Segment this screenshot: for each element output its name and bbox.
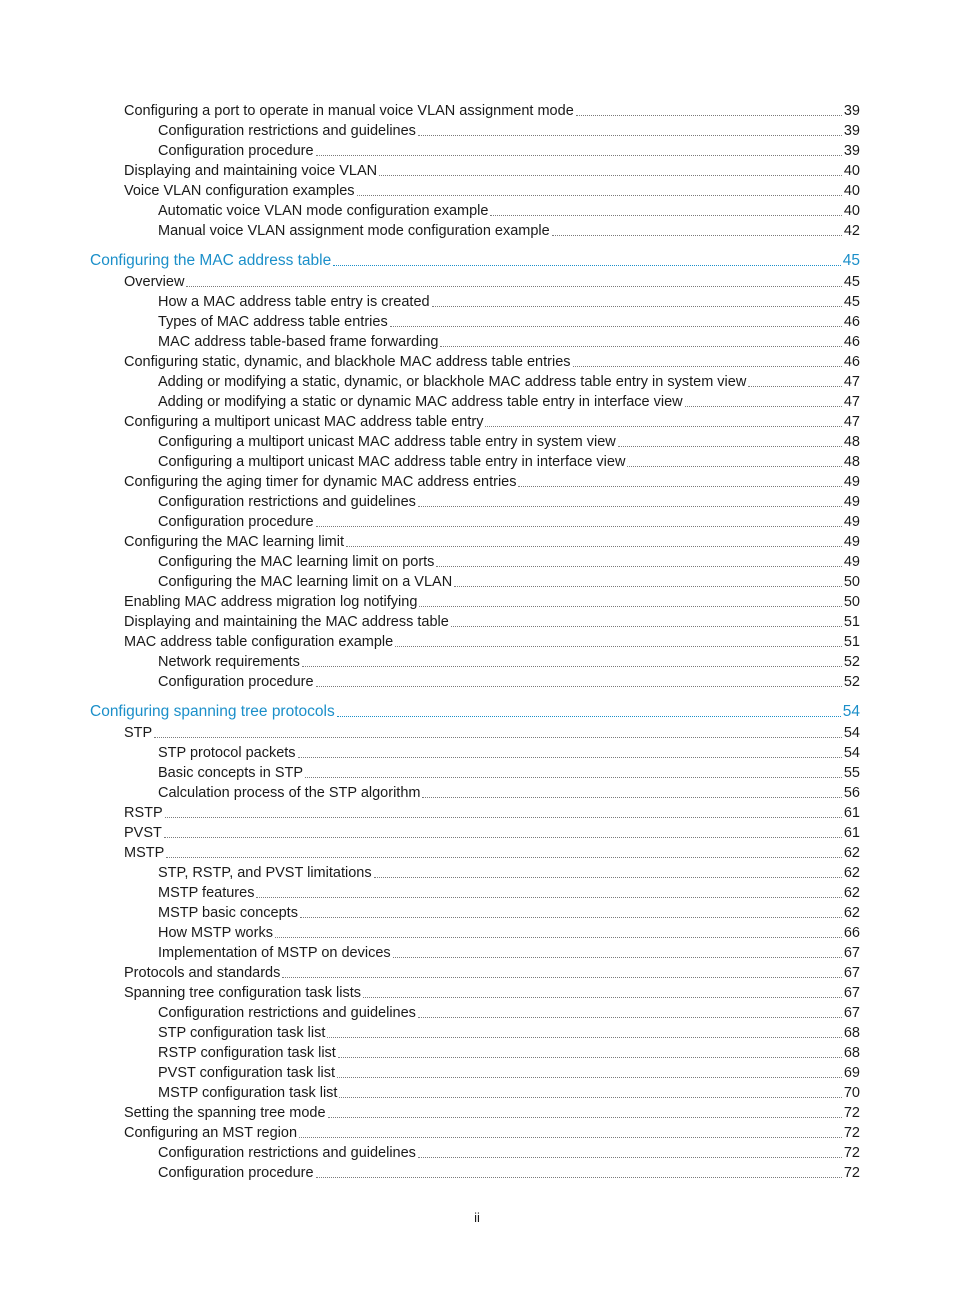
toc-entry-row — [124, 532, 860, 552]
toc-entry-row — [158, 201, 860, 221]
toc-entry-title: Voice VLAN configuration examples — [124, 183, 355, 199]
toc-entry[interactable] — [0, 883, 954, 903]
toc-entry-title: Configuring the aging timer for dynamic MAC address entries — [124, 474, 517, 490]
toc-entry-title: Displaying and maintaining voice VLAN — [124, 163, 378, 179]
dot-leader — [186, 285, 841, 287]
toc-entry-row — [158, 923, 860, 943]
toc-entry-page: 49 — [843, 514, 860, 530]
toc-entry-title: Configuration restrictions and guidelines — [158, 123, 416, 139]
toc-entry-title: RSTP — [124, 805, 163, 821]
toc-entry-title: STP — [124, 725, 153, 741]
toc-entry-page: 49 — [843, 474, 860, 490]
dot-leader — [300, 916, 842, 918]
toc-chapter-entry[interactable] — [0, 251, 954, 271]
toc-entry-row — [124, 272, 860, 292]
toc-entry-page: 40 — [843, 163, 860, 179]
toc-entry-row — [158, 1043, 860, 1063]
toc-chapter-entry[interactable] — [0, 702, 954, 722]
dot-leader — [518, 485, 841, 487]
dot-leader — [298, 756, 842, 758]
toc-entry-row — [124, 723, 860, 743]
toc-entry-row — [124, 352, 860, 372]
toc-entry[interactable] — [0, 1023, 954, 1043]
toc-entry-page: 50 — [843, 594, 860, 610]
dot-leader — [166, 856, 842, 858]
toc-entry-title: Configuration restrictions and guidelines — [158, 1005, 416, 1021]
dot-leader — [393, 956, 842, 958]
dot-leader — [164, 836, 842, 838]
toc-entry-page: 55 — [843, 765, 860, 781]
toc-entry-page: 50 — [843, 574, 860, 590]
toc-entry-title: Types of MAC address table entries — [158, 314, 388, 330]
toc-entry-page: 47 — [843, 394, 860, 410]
toc-entry[interactable] — [0, 592, 954, 612]
toc-entry-row — [158, 743, 860, 763]
toc-entry-row — [124, 843, 860, 863]
toc-entry-page: 72 — [843, 1125, 860, 1141]
toc-entry[interactable] — [0, 101, 954, 121]
toc-entry-title: Configuring a multiport unicast MAC address table entry in system view — [158, 434, 616, 450]
toc-entry-title: Configuring an MST region — [124, 1125, 298, 1141]
dot-leader — [346, 545, 842, 547]
toc-entry-title: MSTP — [124, 845, 165, 861]
toc-entry-page: 72 — [843, 1105, 860, 1121]
dot-leader — [316, 685, 842, 687]
toc-entry-title: STP configuration task list — [158, 1025, 326, 1041]
toc-entry[interactable] — [0, 372, 954, 392]
toc-entry-title: Configuring spanning tree protocols — [90, 703, 335, 720]
toc-entry-page: 46 — [843, 314, 860, 330]
toc-entry-title: MSTP basic concepts — [158, 905, 298, 921]
toc-entry-title: Configuration procedure — [158, 143, 314, 159]
toc-entry-row — [124, 101, 860, 121]
toc-entry-title: Displaying and maintaining the MAC address table — [124, 614, 449, 630]
toc-entry-title: Configuration procedure — [158, 674, 314, 690]
toc-entry-title: MAC address table configuration example — [124, 634, 394, 650]
toc-entry-title: PVST configuration task list — [158, 1065, 336, 1081]
toc-entry[interactable] — [0, 632, 954, 652]
toc-entry[interactable] — [0, 512, 954, 532]
toc-entry-page: 72 — [843, 1145, 860, 1161]
toc-entry-page: 39 — [843, 143, 860, 159]
toc-entry-page: 61 — [843, 805, 860, 821]
dot-leader — [451, 625, 842, 627]
toc-entry-page: 62 — [843, 845, 860, 861]
dot-leader — [328, 1116, 842, 1118]
toc-entry-row — [158, 1163, 860, 1183]
dot-leader — [576, 114, 842, 116]
toc-entry-row — [124, 632, 860, 652]
toc-entry[interactable] — [0, 743, 954, 763]
toc-entry[interactable] — [0, 723, 954, 743]
toc-entry-row — [158, 372, 860, 392]
toc-entry-row — [158, 1143, 860, 1163]
dot-leader — [379, 174, 842, 176]
toc-entry-row — [158, 1023, 860, 1043]
toc-entry[interactable] — [0, 412, 954, 432]
toc-entry-row — [124, 823, 860, 843]
toc-entry[interactable] — [0, 1143, 954, 1163]
toc-entry-title: Network requirements — [158, 654, 300, 670]
toc-entry-page: 49 — [843, 534, 860, 550]
toc-entry-row — [124, 592, 860, 612]
toc-entry-title: Overview — [124, 274, 185, 290]
toc-entry[interactable] — [0, 943, 954, 963]
toc-entry-title: How a MAC address table entry is created — [158, 294, 430, 310]
dot-leader — [436, 565, 841, 567]
toc-entry-row — [158, 1003, 860, 1023]
toc-entry-row — [158, 392, 860, 412]
toc-entry-page: 49 — [843, 494, 860, 510]
dot-leader — [338, 1056, 842, 1058]
dot-leader — [299, 1136, 842, 1138]
toc-entry-title: Configuring static, dynamic, and blackhole MAC address table entries — [124, 354, 571, 370]
toc-entry-row — [90, 702, 860, 722]
dot-leader — [418, 1016, 842, 1018]
toc-entry-row — [158, 432, 860, 452]
toc-entry-row — [124, 963, 860, 983]
toc-entry[interactable] — [0, 763, 954, 783]
toc-entry[interactable] — [0, 141, 954, 161]
toc-entry[interactable] — [0, 472, 954, 492]
toc-entry[interactable] — [0, 572, 954, 592]
toc-entry-row — [124, 161, 860, 181]
dot-leader — [418, 1156, 842, 1158]
toc-entry-row — [124, 803, 860, 823]
toc-entry[interactable] — [0, 492, 954, 512]
toc-entry-page: 52 — [843, 654, 860, 670]
dot-leader — [419, 605, 841, 607]
dot-leader — [627, 465, 841, 467]
toc-entry[interactable] — [0, 552, 954, 572]
dot-leader — [327, 1036, 841, 1038]
toc-entry-row — [158, 572, 860, 592]
toc-entry[interactable] — [0, 1043, 954, 1063]
toc-entry-page: 56 — [843, 785, 860, 801]
toc-entry-page: 52 — [843, 674, 860, 690]
toc-entry-row — [158, 221, 860, 241]
toc-entry[interactable] — [0, 823, 954, 843]
toc-entry-title: Configuration procedure — [158, 514, 314, 530]
dot-leader — [395, 645, 842, 647]
toc-entry-row — [158, 141, 860, 161]
toc-entry-title: Adding or modifying a static or dynamic MAC address table entry in interface view — [158, 394, 683, 410]
toc-entry[interactable] — [0, 292, 954, 312]
toc-entry-page: 45 — [843, 294, 860, 310]
toc-entry-title: Calculation process of the STP algorithm — [158, 785, 421, 801]
toc-entry[interactable] — [0, 652, 954, 672]
toc-entry-title: Configuring a multiport unicast MAC address table entry in interface view — [158, 454, 626, 470]
toc-entry[interactable] — [0, 783, 954, 803]
toc-entry-row — [158, 1083, 860, 1103]
toc-entry[interactable] — [0, 843, 954, 863]
toc-entry-row — [158, 292, 860, 312]
toc-entry-page: 68 — [843, 1045, 860, 1061]
dot-leader — [432, 305, 842, 307]
toc-entry-page: 67 — [843, 985, 860, 1001]
toc-entry-page: 69 — [843, 1065, 860, 1081]
dot-leader — [390, 325, 842, 327]
toc-entry-title: Implementation of MSTP on devices — [158, 945, 391, 961]
toc-entry-page: 62 — [843, 905, 860, 921]
toc-entry-page: 42 — [843, 223, 860, 239]
toc-entry-title: Configuring the MAC learning limit on a VLAN — [158, 574, 453, 590]
dot-leader — [316, 525, 842, 527]
toc-entry[interactable] — [0, 1163, 954, 1183]
toc-entry[interactable] — [0, 863, 954, 883]
dot-leader — [374, 876, 842, 878]
toc-entry-title: Basic concepts in STP — [158, 765, 304, 781]
toc-entry-title: Automatic voice VLAN mode configuration example — [158, 203, 489, 219]
toc-entry-page: 68 — [843, 1025, 860, 1041]
toc-entry-row — [124, 1123, 860, 1143]
page-number: ii — [474, 1210, 480, 1225]
toc-entry[interactable] — [0, 161, 954, 181]
toc-entry[interactable] — [0, 392, 954, 412]
toc-entry-page: 46 — [843, 354, 860, 370]
toc-entry-title: How MSTP works — [158, 925, 273, 941]
toc-entry-title: Configuring the MAC address table — [90, 252, 332, 269]
toc-entry-row — [124, 181, 860, 201]
toc-entry-page: 67 — [843, 1005, 860, 1021]
toc-entry-page: 45 — [842, 252, 860, 269]
toc-entry-page: 40 — [843, 183, 860, 199]
dot-leader — [748, 385, 842, 387]
toc-entry-row — [158, 492, 860, 512]
dot-leader — [275, 936, 842, 938]
toc-entry[interactable] — [0, 312, 954, 332]
dot-leader — [422, 796, 841, 798]
toc-entry-row — [158, 672, 860, 692]
dot-leader — [282, 976, 841, 978]
dot-leader — [305, 776, 842, 778]
toc-entry-row — [124, 472, 860, 492]
toc-entry-row — [124, 612, 860, 632]
toc-entry[interactable] — [0, 963, 954, 983]
toc-entry[interactable] — [0, 803, 954, 823]
toc-entry-title: MAC address table-based frame forwarding — [158, 334, 439, 350]
toc-entry-row — [158, 883, 860, 903]
dot-leader — [440, 345, 841, 347]
dot-leader — [418, 134, 842, 136]
toc-entry[interactable] — [0, 201, 954, 221]
dot-leader — [618, 445, 842, 447]
toc-entry-title: Configuration restrictions and guidelines — [158, 1145, 416, 1161]
toc-entry-page: 51 — [843, 614, 860, 630]
toc-entry[interactable] — [0, 332, 954, 352]
toc-entry-row — [158, 1063, 860, 1083]
toc-entry-title: STP, RSTP, and PVST limitations — [158, 865, 372, 881]
toc-entry[interactable] — [0, 1083, 954, 1103]
toc-entry-title: Configuring a multiport unicast MAC address table entry — [124, 414, 484, 430]
toc-entry-title: MSTP features — [158, 885, 255, 901]
toc-entry-page: 54 — [842, 703, 860, 720]
toc-entry-page: 54 — [843, 725, 860, 741]
toc-entry-title: RSTP configuration task list — [158, 1045, 336, 1061]
toc-entry-title: Spanning tree configuration task lists — [124, 985, 361, 1001]
toc-entry-title: Adding or modifying a static, dynamic, or blackhole MAC address table entry in system view — [158, 374, 747, 390]
dot-leader — [337, 1076, 842, 1078]
dot-leader — [685, 405, 842, 407]
toc-entry[interactable] — [0, 923, 954, 943]
toc-entry[interactable] — [0, 181, 954, 201]
toc-entry-row — [158, 783, 860, 803]
dot-leader — [485, 425, 841, 427]
dot-leader — [339, 1096, 841, 1098]
dot-leader — [337, 715, 841, 717]
dot-leader — [256, 896, 841, 898]
toc-entry[interactable] — [0, 983, 954, 1003]
toc-entry-row — [158, 452, 860, 472]
toc-entry-title: Configuration procedure — [158, 1165, 314, 1181]
toc-entry[interactable] — [0, 1003, 954, 1023]
toc-entry[interactable] — [0, 432, 954, 452]
toc-entry-page: 47 — [843, 374, 860, 390]
dot-leader — [573, 365, 842, 367]
toc-entry-title: MSTP configuration task list — [158, 1085, 338, 1101]
toc-entry-title: Protocols and standards — [124, 965, 281, 981]
dot-leader — [316, 1176, 842, 1178]
toc-entry-title: PVST — [124, 825, 162, 841]
dot-leader — [552, 234, 842, 236]
dot-leader — [165, 816, 842, 818]
toc-entry-title: Enabling MAC address migration log notifying — [124, 594, 418, 610]
dot-leader — [302, 665, 842, 667]
toc-entry-row — [90, 251, 860, 271]
toc-entry-page: 39 — [843, 123, 860, 139]
toc-entry[interactable] — [0, 903, 954, 923]
toc-entry[interactable] — [0, 672, 954, 692]
toc-entry-page: 62 — [843, 865, 860, 881]
toc-entry[interactable] — [0, 532, 954, 552]
toc-entry[interactable] — [0, 221, 954, 241]
toc-entry-page: 67 — [843, 965, 860, 981]
dot-leader — [454, 585, 842, 587]
toc-entry-page: 51 — [843, 634, 860, 650]
toc-entry-row — [124, 1103, 860, 1123]
dot-leader — [154, 736, 842, 738]
toc-entry-row — [158, 863, 860, 883]
toc-entry-title: Configuring the MAC learning limit on ports — [158, 554, 435, 570]
toc-entry[interactable] — [0, 1103, 954, 1123]
toc-entry-page: 48 — [843, 434, 860, 450]
toc-entry[interactable] — [0, 121, 954, 141]
toc-entry-row — [158, 332, 860, 352]
toc-entry-row — [158, 903, 860, 923]
toc-entry-title: Configuring a port to operate in manual voice VLAN assignment mode — [124, 103, 574, 119]
toc-entry-row — [158, 512, 860, 532]
toc-entry-row — [158, 943, 860, 963]
toc-entry-title: Configuration restrictions and guidelines — [158, 494, 416, 510]
dot-leader — [316, 154, 842, 156]
toc-entry-row — [158, 552, 860, 572]
dot-leader — [490, 214, 841, 216]
dot-leader — [418, 505, 842, 507]
toc-entry-page: 49 — [843, 554, 860, 570]
toc-entry-row — [158, 652, 860, 672]
toc-entry-row — [158, 312, 860, 332]
toc-entry-page: 66 — [843, 925, 860, 941]
toc-entry-page: 47 — [843, 414, 860, 430]
toc-entry-title: Manual voice VLAN assignment mode configuration example — [158, 223, 550, 239]
toc-entry-row — [124, 412, 860, 432]
toc-entry[interactable] — [0, 272, 954, 292]
toc-entry[interactable] — [0, 1063, 954, 1083]
toc-entry-page: 72 — [843, 1165, 860, 1181]
toc-entry-row — [158, 121, 860, 141]
toc-entry-page: 70 — [843, 1085, 860, 1101]
toc-entry-page: 45 — [843, 274, 860, 290]
toc-entry[interactable] — [0, 612, 954, 632]
toc-entry[interactable] — [0, 452, 954, 472]
toc-entry-page: 39 — [843, 103, 860, 119]
toc-entry-row — [158, 763, 860, 783]
toc-entry-page: 67 — [843, 945, 860, 961]
toc-entry-page: 40 — [843, 203, 860, 219]
toc-entry-title: STP protocol packets — [158, 745, 296, 761]
toc-entry[interactable] — [0, 352, 954, 372]
toc-entry-page: 54 — [843, 745, 860, 761]
toc-entry-title: Setting the spanning tree mode — [124, 1105, 326, 1121]
dot-leader — [357, 194, 842, 196]
toc-entry[interactable] — [0, 1123, 954, 1143]
toc-entry-row — [124, 983, 860, 1003]
dot-leader — [363, 996, 842, 998]
dot-leader — [333, 264, 841, 266]
toc-entry-page: 61 — [843, 825, 860, 841]
toc-entry-page: 46 — [843, 334, 860, 350]
toc-entry-page: 62 — [843, 885, 860, 901]
toc-entry-page: 48 — [843, 454, 860, 470]
toc-entry-title: Configuring the MAC learning limit — [124, 534, 345, 550]
